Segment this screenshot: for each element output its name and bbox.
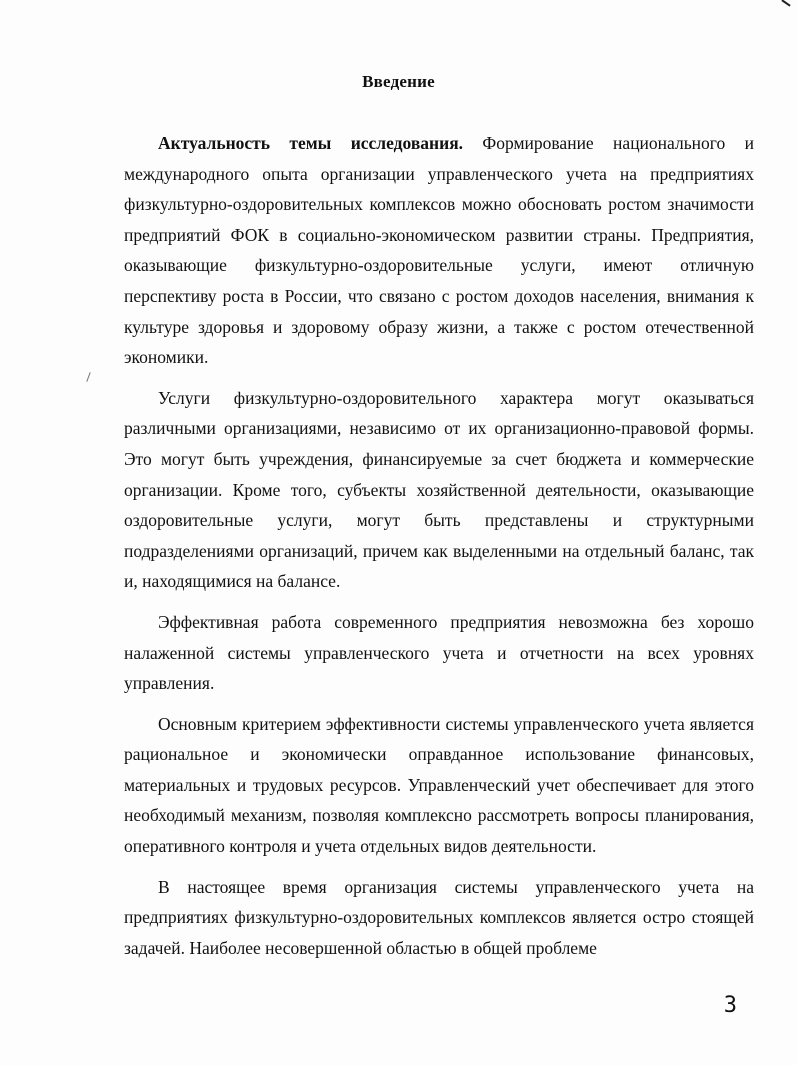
paragraph-services: Услуги физкультурно-оздоровительного характера могут оказываться различными организациями, независимо от их организационно-правовой формы. Это могут быть учреждения, финансируемые за счет бюджета и коммерческие организации. Кроме того, субъекты хозяйственной деятельности, оказывающие оздоровительные услуги, могут быть представлены и структурными подразделениями организаций, причем как выделенными на отдельный баланс, так и, находящимися на балансе. (124, 387, 754, 592)
paragraph-efficiency: Эффективная работа современного предприятия невозможна без хорошо налаженной системы управленческого учета и отчетности на всех уровнях управления. (124, 611, 754, 694)
paragraph-criteria: Основным критерием эффективности системы управленческого учета является рациональное и экономически оправданное использование финансовых, материальных и трудовых ресурсов. Управленческий учет обеспечивает для этого необходимый механизм, позволяя комплексно рассмотреть вопросы планирования, оперативного контроля и учета отдельных видов деятельности. (124, 713, 754, 857)
paragraph-relevance (124, 128, 754, 373)
paragraph-text: Формирование национального и международного опыта организации управленческого учета на предприятиях физкультурно-оздоровительных комплексов можно обосновать ростом значимости предприятий ФОК в социально-экономическом развитии страны. Предприятия, оказывающие физкультурно-оздоровительные услуги, имеют отличную перспективу роста в России, что связано с ростом доходов населения, внимания к культуре здоровья и здоровому образу жизни, а также с ростом отечественной экономики. (124, 133, 754, 368)
page-title: Введение (362, 72, 435, 91)
paragraph-lead: Актуальность темы исследования. (158, 133, 464, 153)
scan-stray-mark (86, 372, 90, 382)
page-number: 3 (723, 993, 737, 1018)
document-body (124, 128, 754, 963)
paragraph-current-state: В настоящее время организация системы управленческого учета на предприятиях физкультурно-оздоровительных комплексов является остро стоящей задачей. Наиболее несовершенной областью в общей проблеме (124, 876, 754, 958)
scan-corner-mark (781, 0, 790, 7)
